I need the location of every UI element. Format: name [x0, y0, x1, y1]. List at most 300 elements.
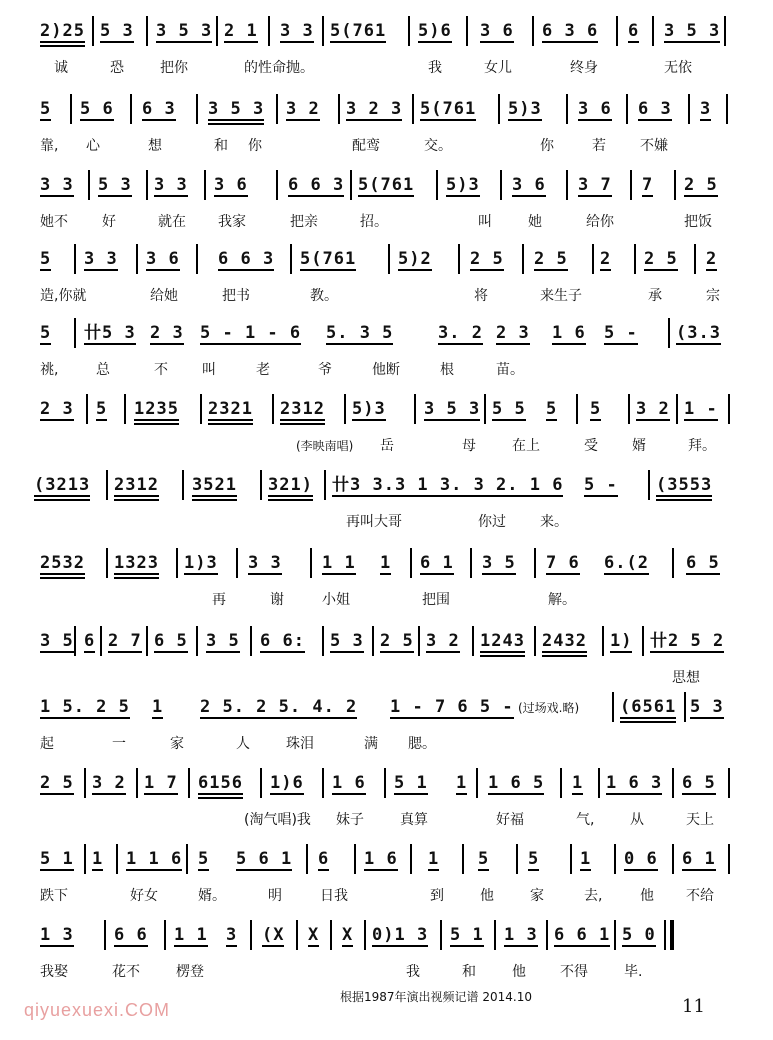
lyric-text: 她	[528, 214, 542, 230]
lyric-text: 祧,	[40, 362, 59, 378]
bar-line	[476, 768, 478, 798]
note-group: 2532	[40, 553, 85, 573]
lyric-line	[0, 436, 773, 460]
lyric-line	[0, 734, 773, 758]
note-group: 2 1	[224, 21, 258, 41]
lyric-text: 从	[630, 812, 644, 828]
lyric-text: 的性命抛。	[244, 60, 314, 76]
lyric-text: 心	[86, 138, 100, 154]
bar-line	[188, 768, 190, 798]
note-group: 6156	[198, 773, 243, 793]
lyric-text: 到	[430, 888, 444, 904]
note-group: 5	[478, 849, 490, 869]
lyric-line	[0, 58, 773, 82]
note-group: 3 2 3	[346, 99, 403, 119]
note-group: 3 5 3	[664, 21, 721, 41]
lyric-line	[0, 590, 773, 614]
note-group: 3 5 3	[208, 99, 265, 119]
note-group: 3 6	[146, 249, 180, 269]
score-row-8	[0, 546, 773, 626]
lyric-text: 拜。	[688, 438, 716, 454]
lyric-line	[0, 810, 773, 834]
lyric-text: 给你	[586, 214, 614, 230]
note-group: 5(761	[358, 175, 415, 195]
note-group: 5	[40, 323, 52, 343]
bar-line	[626, 94, 628, 124]
final-bar-line	[664, 920, 666, 950]
bar-line	[728, 844, 730, 874]
bar-line	[472, 626, 474, 656]
bar-line	[728, 768, 730, 798]
lyric-text: 招。	[360, 214, 388, 230]
bar-line	[592, 244, 594, 274]
bar-line	[146, 626, 148, 656]
lyric-text: 受	[584, 438, 598, 454]
note-group: 1 7	[144, 773, 178, 793]
lyric-text: 楞登	[176, 964, 204, 980]
bar-line	[86, 394, 88, 424]
note-group: 5(761	[420, 99, 477, 119]
lyric-line	[0, 286, 773, 310]
note-group: 1)	[610, 631, 633, 651]
note-group: 6 6 3	[218, 249, 275, 269]
lyric-text: 解。	[548, 592, 576, 608]
lyric-text: 思想	[672, 670, 700, 686]
lyric-text: 交。	[424, 138, 452, 154]
note-group: 6 6 3	[288, 175, 345, 195]
note-group: 2 3	[40, 399, 74, 419]
note-group: 卄3 3.3 1 3. 3 2. 1 6	[332, 475, 564, 495]
bar-line	[146, 16, 148, 46]
bar-line	[410, 844, 412, 874]
lyric-text: 日我	[320, 888, 348, 904]
lyric-text: 叫	[478, 214, 492, 230]
lyric-text: 把你	[160, 60, 188, 76]
bar-line	[322, 626, 324, 656]
note-group: (6561	[620, 697, 677, 717]
note-group: 1 1	[322, 553, 356, 573]
lyric-text: 再叫大哥	[346, 514, 402, 530]
bar-line	[534, 626, 536, 656]
lyric-text: 在上	[512, 438, 540, 454]
bar-line	[70, 94, 72, 124]
note-group: (3213	[34, 475, 91, 495]
note-group: 1	[572, 773, 584, 793]
note-group: (3.3	[676, 323, 721, 343]
bar-line	[412, 94, 414, 124]
note-group: 卄2 5 2	[650, 631, 725, 651]
note-group: 1 6 3	[606, 773, 663, 793]
note-group: 卄5 3	[84, 323, 136, 343]
bar-line	[74, 244, 76, 274]
note-group: 5 1	[450, 925, 484, 945]
lyric-text: 我	[428, 60, 442, 76]
bar-line	[196, 94, 198, 124]
notation-line	[0, 468, 773, 502]
bar-line	[672, 768, 674, 798]
bar-line	[672, 844, 674, 874]
bar-line	[250, 920, 252, 950]
note-group: 3. 2	[438, 323, 483, 343]
bar-line	[268, 16, 270, 46]
note-group: 1 3	[504, 925, 538, 945]
note-group: 5	[590, 399, 602, 419]
note-group: 2 5	[380, 631, 414, 651]
bar-line	[116, 844, 118, 874]
note-group: 1)6	[270, 773, 304, 793]
bar-line	[418, 626, 420, 656]
note-group: 5 3	[98, 175, 132, 195]
bar-line	[674, 170, 676, 200]
lyric-text: 好女	[130, 888, 158, 904]
bar-line	[614, 920, 616, 950]
bar-line	[484, 394, 486, 424]
note-group: 3 6	[512, 175, 546, 195]
score-row-4	[0, 242, 773, 322]
note-group: 3 5	[206, 631, 240, 651]
note-group: 5)3	[352, 399, 386, 419]
note-group: 0 6	[624, 849, 658, 869]
score-row-3	[0, 168, 773, 248]
note-group: 0)1 3	[372, 925, 429, 945]
note-group: 2 5	[534, 249, 568, 269]
bar-line	[322, 16, 324, 46]
bar-line	[200, 394, 202, 424]
lyric-text: 宗	[706, 288, 720, 304]
score-row-10	[0, 690, 773, 770]
lyric-text: 将	[474, 288, 488, 304]
note-group: 5	[96, 399, 108, 419]
bar-line	[88, 170, 90, 200]
note-group: (3553	[656, 475, 713, 495]
bar-line	[614, 844, 616, 874]
lyric-text: 你	[248, 138, 262, 154]
note-group: 1	[92, 849, 104, 869]
note-group: 5 3	[330, 631, 364, 651]
score-row-7	[0, 468, 773, 548]
score-row-6	[0, 392, 773, 472]
bar-line	[272, 394, 274, 424]
bar-line	[388, 244, 390, 274]
note-group: 6 5	[682, 773, 716, 793]
lyric-text: 不给	[686, 888, 714, 904]
bar-line	[494, 920, 496, 950]
note-group: 1 -	[684, 399, 718, 419]
lyric-text: 小姐	[322, 592, 350, 608]
notation-line	[0, 392, 773, 426]
bar-line	[566, 170, 568, 200]
bar-line	[466, 16, 468, 46]
lyric-text: 家	[530, 888, 544, 904]
bar-line	[250, 626, 252, 656]
bar-line	[176, 548, 178, 578]
score-row-13	[0, 918, 773, 998]
bar-line	[236, 548, 238, 578]
bar-line	[672, 548, 674, 578]
notation-line	[0, 242, 773, 276]
note-group: 2	[600, 249, 612, 269]
note-group: 6 5	[154, 631, 188, 651]
note-group: 5(761	[330, 21, 387, 41]
note-group: 3 5 3	[424, 399, 481, 419]
lyric-line	[0, 360, 773, 384]
bar-line	[84, 768, 86, 798]
bar-line	[164, 920, 166, 950]
note-group: 5 1	[40, 849, 74, 869]
bar-line	[372, 626, 374, 656]
note-group: 5 3	[100, 21, 134, 41]
bar-line	[100, 626, 102, 656]
lyric-line	[0, 512, 773, 536]
note-group: 3 3	[40, 175, 74, 195]
bar-line	[196, 244, 198, 274]
bar-line	[602, 626, 604, 656]
bar-line	[652, 16, 654, 46]
note-group: X	[342, 925, 354, 945]
bar-line	[296, 920, 298, 950]
bar-line	[322, 768, 324, 798]
note-group: 321)	[268, 475, 313, 495]
lyric-text: 老	[256, 362, 270, 378]
bar-line	[338, 94, 340, 124]
bar-line	[498, 94, 500, 124]
note-group: 6 3	[638, 99, 672, 119]
bar-line	[676, 394, 678, 424]
note-group: 3 5	[482, 553, 516, 573]
lyric-text: 诚	[54, 60, 68, 76]
lyric-text: 人	[236, 736, 250, 752]
bar-line	[354, 844, 356, 874]
lyric-text: 婿。	[198, 888, 226, 904]
bar-line	[136, 768, 138, 798]
lyric-line	[0, 962, 773, 986]
bar-line	[634, 244, 636, 274]
lyric-text: 天上	[686, 812, 714, 828]
note-group: 5 1	[394, 773, 428, 793]
lyric-text: 给她	[150, 288, 178, 304]
bar-line	[216, 16, 218, 46]
bar-line	[598, 768, 600, 798]
lyric-text: 不得	[560, 964, 588, 980]
note-group: 3 2	[426, 631, 460, 651]
note-group: 1 6 5	[488, 773, 545, 793]
bar-line	[440, 920, 442, 950]
lyric-line	[0, 136, 773, 160]
note-group: 2	[706, 249, 718, 269]
note-group: 1 6	[552, 323, 586, 343]
bar-line	[668, 318, 670, 348]
notation-line	[0, 624, 773, 658]
bar-line	[500, 170, 502, 200]
stage-note: (过场戏.略)	[518, 701, 580, 715]
bar-line	[534, 548, 536, 578]
note-group: 2 5	[644, 249, 678, 269]
lyric-text: 气,	[576, 812, 595, 828]
lyric-text: 总	[96, 362, 110, 378]
notation-line	[0, 766, 773, 800]
note-group: 2 5. 2 5. 4. 2	[200, 697, 358, 717]
lyric-line	[0, 668, 773, 692]
bar-line	[726, 94, 728, 124]
bar-line	[106, 470, 108, 500]
lyric-text: 再	[212, 592, 226, 608]
bar-line	[124, 394, 126, 424]
bar-line	[560, 768, 562, 798]
bar-line	[724, 16, 726, 46]
notation-line	[0, 168, 773, 202]
lyric-line	[0, 212, 773, 236]
note-group: 1 1	[174, 925, 208, 945]
note-group: 5 -	[604, 323, 638, 343]
lyric-text: 花不	[112, 964, 140, 980]
lyric-text: 靠,	[40, 138, 59, 154]
lyric-text: 跌下	[40, 888, 68, 904]
bar-line	[628, 394, 630, 424]
lyric-text: 恐	[110, 60, 124, 76]
lyric-text: 把围	[422, 592, 450, 608]
lyric-text: 我娶	[40, 964, 68, 980]
note-group: 3 3	[154, 175, 188, 195]
note-group: 5 3	[690, 697, 724, 717]
lyric-line	[0, 886, 773, 910]
lyric-text: 你过	[478, 514, 506, 530]
lyric-text: 来生子	[540, 288, 582, 304]
note-group: 1 5. 2 5	[40, 697, 130, 717]
note-group: 1235	[134, 399, 179, 419]
note-group: 2 3	[150, 323, 184, 343]
note-group: 2 5	[470, 249, 504, 269]
bar-line	[310, 548, 312, 578]
bar-line	[516, 844, 518, 874]
lyric-text: 想	[148, 138, 162, 154]
lyric-text: 母	[462, 438, 476, 454]
note-group: 3 5	[40, 631, 74, 651]
note-group: 6	[318, 849, 330, 869]
note-group: 1 6	[332, 773, 366, 793]
note-group: 7	[642, 175, 654, 195]
lyric-text: 造,你就	[40, 288, 87, 304]
note-group: 1323	[114, 553, 159, 573]
note-group: 2312	[114, 475, 159, 495]
note-group: 3 5 3	[156, 21, 213, 41]
bar-line	[74, 318, 76, 348]
notation-line	[0, 842, 773, 876]
lyric-text: 女儿	[484, 60, 512, 76]
note-group: 3 6	[214, 175, 248, 195]
lyric-text: 去,	[584, 888, 603, 904]
lyric-text: 一	[112, 736, 126, 752]
bar-line	[146, 170, 148, 200]
note-group: 5)3	[446, 175, 480, 195]
note-group: 5 5	[492, 399, 526, 419]
lyric-text: 岳	[380, 438, 394, 454]
lyric-text: 妹子	[336, 812, 364, 828]
lyric-text: 毕.	[624, 964, 643, 980]
lyric-text: 家	[170, 736, 184, 752]
bar-line	[694, 244, 696, 274]
bar-line	[566, 94, 568, 124]
notation-line	[0, 14, 773, 48]
note-group: 3 3	[248, 553, 282, 573]
note-group: 1 3	[40, 925, 74, 945]
note-group: 6	[628, 21, 640, 41]
note-group: 3521	[192, 475, 237, 495]
note-group: 5 6 1	[236, 849, 293, 869]
lyric-text: 好福	[496, 812, 524, 828]
note-group: 2312	[280, 399, 325, 419]
note-group: 1	[428, 849, 440, 869]
note-group: 2 5	[40, 773, 74, 793]
bar-line	[436, 170, 438, 200]
lyric-text: 来。	[540, 514, 568, 530]
note-group: 1	[580, 849, 592, 869]
lyric-text: 不	[154, 362, 168, 378]
bar-line	[532, 16, 534, 46]
bar-line	[458, 244, 460, 274]
notation-line	[0, 690, 773, 724]
lyric-text: 把亲	[290, 214, 318, 230]
score-row-1	[0, 14, 773, 94]
bar-line	[410, 548, 412, 578]
bar-line	[364, 920, 366, 950]
bar-line	[576, 394, 578, 424]
score-row-2	[0, 92, 773, 172]
notation-line	[0, 92, 773, 126]
note-group: 5	[198, 849, 210, 869]
bar-line	[260, 768, 262, 798]
lyric-text: 和	[214, 138, 228, 154]
note-group: X	[308, 925, 320, 945]
lyric-text: 珠泪	[286, 736, 314, 752]
note-group: 5	[40, 249, 52, 269]
score-row-5	[0, 316, 773, 396]
singer-note: (李映南唱)	[296, 439, 354, 453]
lyric-text: (淘气唱)我	[244, 812, 311, 828]
bar-line	[546, 920, 548, 950]
bar-line	[384, 768, 386, 798]
note-group: 2 5	[684, 175, 718, 195]
note-group: 1243	[480, 631, 525, 651]
bar-line	[196, 626, 198, 656]
note-group: 5)2	[398, 249, 432, 269]
lyric-text: 和	[462, 964, 476, 980]
lyric-text: 我	[406, 964, 420, 980]
lyric-text: 婿	[632, 438, 646, 454]
bar-line	[642, 626, 644, 656]
note-group: 2 7	[108, 631, 142, 651]
lyric-text: 教。	[310, 288, 338, 304]
note-group: 5)3	[508, 99, 542, 119]
bar-line	[324, 470, 326, 500]
notation-line	[0, 316, 773, 350]
bar-line	[414, 394, 416, 424]
lyric-text: 起	[40, 736, 54, 752]
bar-line	[276, 170, 278, 200]
note-group: 5(761	[300, 249, 357, 269]
bar-line	[290, 244, 292, 274]
bar-line	[330, 920, 332, 950]
lyric-text: 配鸾	[352, 138, 380, 154]
bar-line	[130, 94, 132, 124]
bar-line	[74, 626, 76, 656]
lyric-text: 谢	[270, 592, 284, 608]
note-group: 3 3	[280, 21, 314, 41]
note-group: 2321	[208, 399, 253, 419]
bar-line	[84, 844, 86, 874]
note-group: 3 2	[636, 399, 670, 419]
lyric-text: 若	[592, 138, 606, 154]
note-group: 3 2	[286, 99, 320, 119]
